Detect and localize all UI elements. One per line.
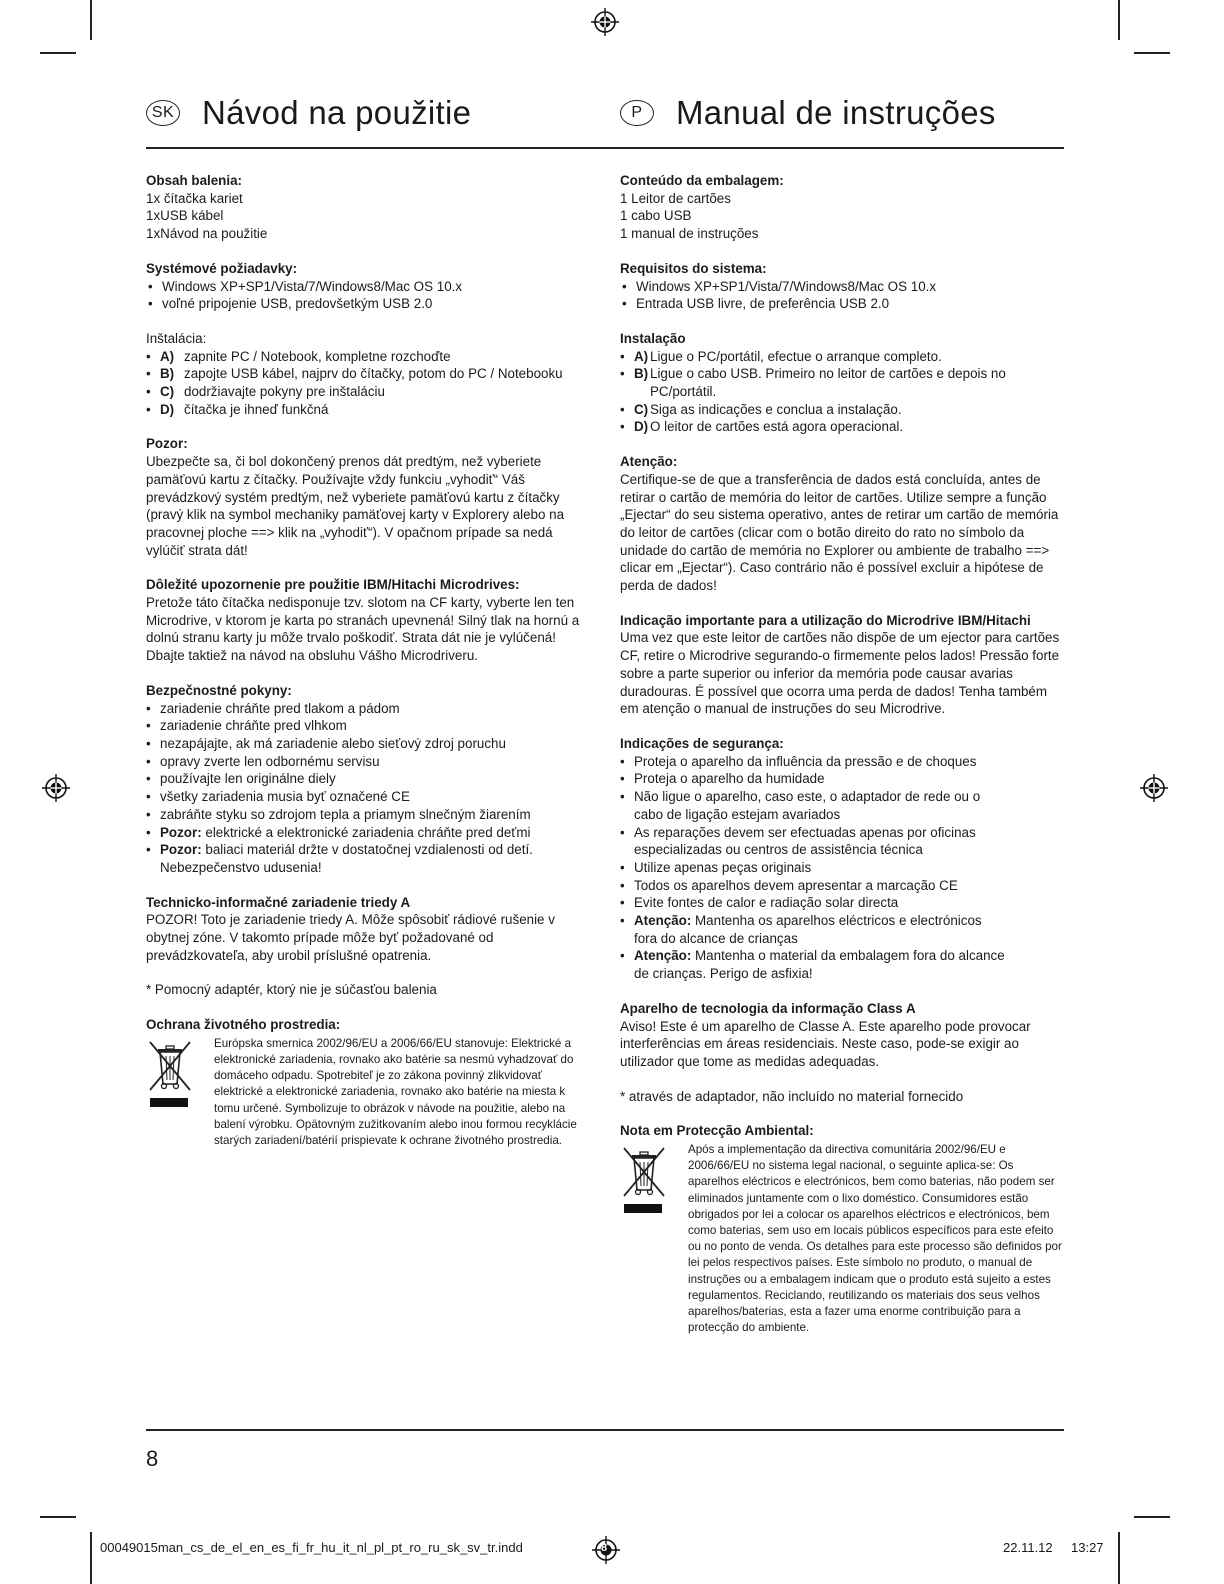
sk-safety-section — [146, 682, 594, 877]
sk-caution-text: Ubezpečte sa, či bol dokončený prenos dát predtým, než vyberiete pamäťovú kartu z čítačky. Používajte vždy funkciu „vyhodiť“ Váš prevádzkový systém predtým, než vyberiete pamäťovú kartu z čítačky (pravý klik na symbol mechaniky pamäťovej karty v Explorery alebo na pracovnej ploche ==> klik na „vyhodiť“). V opačnom prípade sa nedá vylúčiť strata dát! — [146, 454, 565, 558]
list-item-bold: Pozor: — [160, 824, 202, 840]
list-item: 1 cabo USB — [620, 208, 692, 224]
sk-install-heading: Inštalácia: — [146, 330, 207, 346]
list-item-text: nezapájajte, ak má zariadenie alebo sieťový zdroj poruchu — [160, 735, 506, 751]
list-item — [146, 806, 594, 824]
step-text: Ligue o PC/portátil, efectue o arranque completo. — [650, 348, 942, 364]
crop-mark — [1118, 0, 1120, 40]
pt-eco-block — [620, 1142, 1064, 1336]
step-key: • D) — [160, 401, 175, 417]
step-key: • B) — [160, 366, 175, 382]
pt-system-heading: Requisitos do sistema: — [620, 260, 767, 276]
registration-mark-icon — [42, 774, 70, 802]
sk-title: Návod na použitie — [202, 94, 472, 131]
pt-microdrive-text: Uma vez que este leitor de cartões não dispõe de um ejector para cartões CF, retire o Microdrive segurando-o firmemente pelos lados! Pressão forte sobre a parte superior ou inferior da memória pode causar avarias duradouras. É possível que ocorra uma perda de dados! Tenha também em atenção o manual de instruções do seu Microdrive. — [620, 630, 1060, 717]
list-item — [620, 912, 1064, 947]
pt-note-text: * através de adaptador, não incluído no material fornecido — [620, 1088, 964, 1104]
step-key: • C) — [160, 384, 175, 400]
language-badge-pt: P — [620, 100, 654, 126]
footer-reg-wrap — [592, 1536, 620, 1564]
list-item — [620, 947, 1064, 982]
list-item: • Windows XP+SP1/Vista/7/Windows8/Mac OS 10.x — [622, 278, 1064, 296]
weee-bar — [150, 1098, 188, 1107]
list-item — [620, 894, 1064, 912]
list-item: 1xUSB kábel — [146, 208, 224, 224]
pt-install-section — [620, 330, 1064, 436]
step-text: Siga as indicações e conclua a instalação. — [650, 401, 902, 417]
list-item: • Windows XP+SP1/Vista/7/Windows8/Mac OS 10.x — [148, 278, 594, 296]
list-item — [620, 788, 1064, 823]
step-text: zapojte USB kábel, najprv do čítačky, potom do PC / Notebooku — [184, 366, 563, 382]
sk-note-text: * Pomocný adaptér, ktorý nie je súčasťou balenia — [146, 982, 437, 998]
crop-mark — [40, 52, 76, 54]
list-item-text: Mantenha os aparelhos eléctricos e electrónicos fora do alcance de crianças — [634, 913, 982, 946]
sk-package-heading: Obsah balenia: — [146, 173, 242, 188]
list-item-bold: Atenção: — [634, 913, 692, 929]
list-item-text: elektrické a elektronické zariadenia chráňte pred deťmi — [201, 824, 531, 840]
list-item — [146, 700, 594, 718]
sk-caution-heading: Pozor: — [146, 436, 188, 452]
list-item-text: všetky zariadenia musia byť označené CE — [160, 789, 410, 805]
pt-eco-section — [620, 1122, 1064, 1336]
sk-classA-heading: Technicko-informačné zariadenie triedy A — [146, 894, 411, 910]
list-item — [146, 770, 594, 788]
pt-eco-heading: Nota em Protecção Ambiental: — [620, 1123, 814, 1139]
footer-page-ref: 8 — [601, 1542, 608, 1554]
pt-install-heading: Instalação — [620, 330, 686, 346]
registration-mark-icon — [1140, 774, 1168, 802]
step-text: čítačka je ihneď funkčná — [184, 401, 329, 417]
crossed-bin-icon — [620, 1146, 668, 1198]
sk-eco-heading: Ochrana životného prostredia: — [146, 1017, 341, 1033]
list-item — [146, 735, 594, 753]
sk-system-heading: Systémové požiadavky: — [146, 260, 298, 276]
list-item — [620, 859, 1064, 877]
list-item-text: Proteja o aparelho da influência da pressão e de choques — [634, 753, 977, 769]
pt-eco-text: Após a implementação da directiva comunitária 2002/96/EU e 2006/66/EU no sistema legal nacional, o seguinte aplica-se: Os aparelhos eléctricos e electrónicos, bem como baterias, não podem ser eliminados juntamente com o lixo doméstico. Consumidores estão obrigados por lei a colocar os aparelhos eléctricos e electrónicos, bem como baterias, sem uso em locais públicos específicos para este efeito ou no ponto de venda. Os detalhes para este processo são definidos por lei pelos respectivos países. Este símbolo no produto, o manual de instruções ou a embalagem indicam que o produto está sujeito a estes regulamentos. Reciclando, reutilizando os materiais dos seus velhos aparelhos/baterias, esta a fazer uma enorme contribuição para a protecção do ambiente. — [688, 1143, 1062, 1335]
list-item: 1xNávod na použitie — [146, 226, 268, 242]
language-badge-sk: SK — [146, 100, 180, 126]
sk-safety-heading: Bezpečnostné pokyny: — [146, 682, 292, 698]
list-item: 1x čítačka kariet — [146, 190, 243, 206]
pt-safety-section — [620, 735, 1064, 983]
weee-icon-wrap — [146, 1036, 214, 1149]
list-item-text: Todos os aparelhos devem apresentar a marcação CE — [634, 877, 958, 893]
list-item-text: Proteja o aparelho da humidade — [634, 771, 825, 787]
sk-eco-block — [146, 1036, 594, 1149]
pt-microdrive-section — [620, 612, 1064, 718]
pt-classA-text: Aviso! Este é um aparelho de Classe A. Este aparelho pode provocar interferências em áreas residenciais. Neste caso, pode-se exigir ao utilizador que tome as medidas adequadas. — [620, 1018, 1031, 1069]
pt-safety-heading: Indicações de segurança: — [620, 735, 784, 751]
install-step — [146, 401, 594, 419]
step-text: zapnite PC / Notebook, kompletne rozchoďte — [184, 348, 451, 364]
crop-mark — [90, 0, 92, 40]
crop-mark — [1118, 1532, 1120, 1584]
install-step — [620, 401, 1064, 419]
pt-header — [620, 88, 996, 138]
crop-mark — [40, 1516, 76, 1518]
sk-microdrive-heading: Dôležité upozornenie pre použitie IBM/Hitachi Microdrives: — [146, 577, 520, 593]
install-step — [620, 418, 1064, 436]
weee-icon-wrap — [620, 1142, 688, 1336]
crop-mark — [1134, 52, 1170, 54]
list-item — [146, 753, 594, 771]
pt-caution-text: Certifique-se de que a transferência de dados está concluída, antes de retirar o cartão de memória do leitor de cartões. Utilize sempre a função „Ejectar“ do seu sistema operativo, antes de retirar um cartão de memória do leitor de cartões (clicar com o botão direito do rato no símbolo da unidade do cartão de memória no Explorer ou ambiente de trabalho ==> clicar em „Ejectar“). Caso contrário não é possível excluir a hipótese de perda de dados! — [620, 471, 1059, 594]
pt-note — [620, 1088, 1064, 1106]
list-item — [146, 717, 594, 735]
pt-classA-heading: Aparelho de tecnologia da informação Class A — [620, 1000, 916, 1016]
list-item — [620, 753, 1064, 771]
list-item-text: Utilize apenas peças originais — [634, 859, 812, 875]
sk-note — [146, 981, 594, 999]
header-rule — [146, 147, 1064, 149]
registration-mark-icon — [591, 8, 619, 36]
sk-package-section — [146, 172, 594, 243]
list-item — [146, 841, 594, 876]
sk-header — [146, 88, 471, 138]
sk-eco-text: Európska smernica 2002/96/EU a 2006/66/EU stanovuje: Elektrické a elektronické zariadenia, rovnako ako batérie sa nesmú vyhadzovať do domáceho odpadu. Spotrebiteľ je zo zákona povinný zlikvidovať elektrické a elektronické zariadenia, rovnako ako batérie na miesta k tomu určené. Symbolizuje to obrázok v návode na použitie, alebo na balení výrobku. Opätovným zužitkovaním alebo inou formou recyklácie starých zariadení/batérií prispievate k ochrane životného prostredia. — [214, 1036, 577, 1148]
list-item: • voľné pripojenie USB, predovšetkým USB 2.0 — [148, 295, 594, 313]
sk-classA-text: POZOR! Toto je zariadenie triedy A. Môže spôsobiť rádiové rušenie v obytnej zóne. V takomto prípade môže byť požadované od prevádzkovateľa, aby urobil príslušné opatrenia. — [146, 912, 555, 963]
sk-system-section — [146, 260, 594, 313]
list-item: • Entrada USB livre, de preferência USB 2.0 — [622, 295, 1064, 313]
list-item — [620, 877, 1064, 895]
pt-column — [620, 172, 1064, 1336]
step-text: Ligue o cabo USB. Primeiro no leitor de cartões e depois no PC/portátil. — [650, 366, 1006, 400]
install-step — [146, 348, 594, 366]
list-item-text: baliaci materiál držte v dostatočnej vzdialenosti od detí. Nebezpečenstvo udusenia! — [160, 842, 533, 875]
list-item: 1 manual de instruções — [620, 226, 759, 242]
pt-package-section — [620, 172, 1064, 243]
sk-microdrive-section — [146, 576, 594, 665]
list-item-bold: Pozor: — [160, 842, 202, 858]
sk-install-section — [146, 330, 594, 419]
sk-eco-section — [146, 1016, 594, 1149]
pt-caution-heading: Atenção: — [620, 454, 678, 470]
list-item — [620, 770, 1064, 788]
step-key: • D) — [634, 419, 649, 435]
pt-microdrive-heading: Indicação importante para a utilização do Microdrive IBM/Hitachi — [620, 612, 1031, 628]
step-key: • A) — [634, 348, 649, 364]
list-item-bold: Atenção: — [634, 948, 692, 964]
crop-mark — [90, 1532, 92, 1584]
list-item-text: zabráňte styku so zdrojom tepla a priamym slnečným žiarením — [160, 806, 531, 822]
list-item-text: používajte len originálne diely — [160, 771, 336, 787]
sk-classA-section — [146, 894, 594, 965]
install-step — [146, 365, 594, 383]
list-item — [146, 824, 594, 842]
weee-bar — [624, 1204, 662, 1213]
pt-caution-section — [620, 453, 1064, 595]
footer-date: 22.11.12 — [1003, 1540, 1053, 1555]
list-item-text: zariadenie chráňte pred vlhkom — [160, 718, 347, 734]
footer-filename: 00049015man_cs_de_el_en_es_fi_fr_hu_it_nl_pl_pt_ro_ru_sk_sv_tr.indd — [100, 1540, 523, 1555]
list-item — [146, 788, 594, 806]
list-item: 1 Leitor de cartões — [620, 190, 731, 206]
sk-caution-section — [146, 435, 594, 559]
step-key: • A) — [160, 348, 175, 364]
pt-classA-section — [620, 1000, 1064, 1071]
list-item-text: Mantenha o material da embalagem fora do alcance de crianças. Perigo de asfixia! — [634, 948, 1005, 982]
pt-system-section — [620, 260, 1064, 313]
pt-title: Manual de instruções — [676, 94, 996, 131]
list-item-text: zariadenie chráňte pred tlakom a pádom — [160, 700, 400, 716]
step-key: • B) — [634, 366, 649, 382]
list-item — [620, 824, 1064, 859]
list-item-text: As reparações devem ser efectuadas apenas por oficinas especializadas ou centros de assistência técnica — [634, 824, 976, 858]
step-text: O leitor de cartões está agora operacional. — [650, 419, 904, 435]
step-text: dodržiavajte pokyny pre inštaláciu — [184, 384, 385, 400]
footer-time: 13:27 — [1071, 1540, 1104, 1555]
list-item-text: opravy zverte len odbornému servisu — [160, 753, 380, 769]
step-key: • C) — [634, 401, 649, 417]
install-step — [620, 348, 1064, 366]
list-item-text: Não ligue o aparelho, caso este, o adaptador de rede ou o cabo de ligação estejam avariados — [634, 789, 981, 822]
crop-mark — [1134, 1516, 1170, 1518]
page-number: 8 — [146, 1446, 159, 1471]
sk-microdrive-text: Pretože táto čítačka nedisponuje tzv. slotom na CF karty, vyberte len ten Microdrive, v ktorom je karta po stranách upevnená! Silný tlak na hornú a dolnú stranu karty ju môže trvalo poškodiť. Strata dát nie je vylúčená! Dbajte taktiež na návod na obsluhu Vášho Microdriveru. — [146, 595, 580, 664]
sk-column — [146, 172, 594, 1149]
list-item-text: Evite fontes de calor e radiação solar directa — [634, 895, 899, 911]
install-step — [620, 365, 1064, 400]
crossed-bin-icon — [146, 1040, 194, 1092]
footer-rule — [146, 1429, 1064, 1431]
pt-package-heading: Conteúdo da embalagem: — [620, 173, 784, 188]
install-step — [146, 383, 594, 401]
